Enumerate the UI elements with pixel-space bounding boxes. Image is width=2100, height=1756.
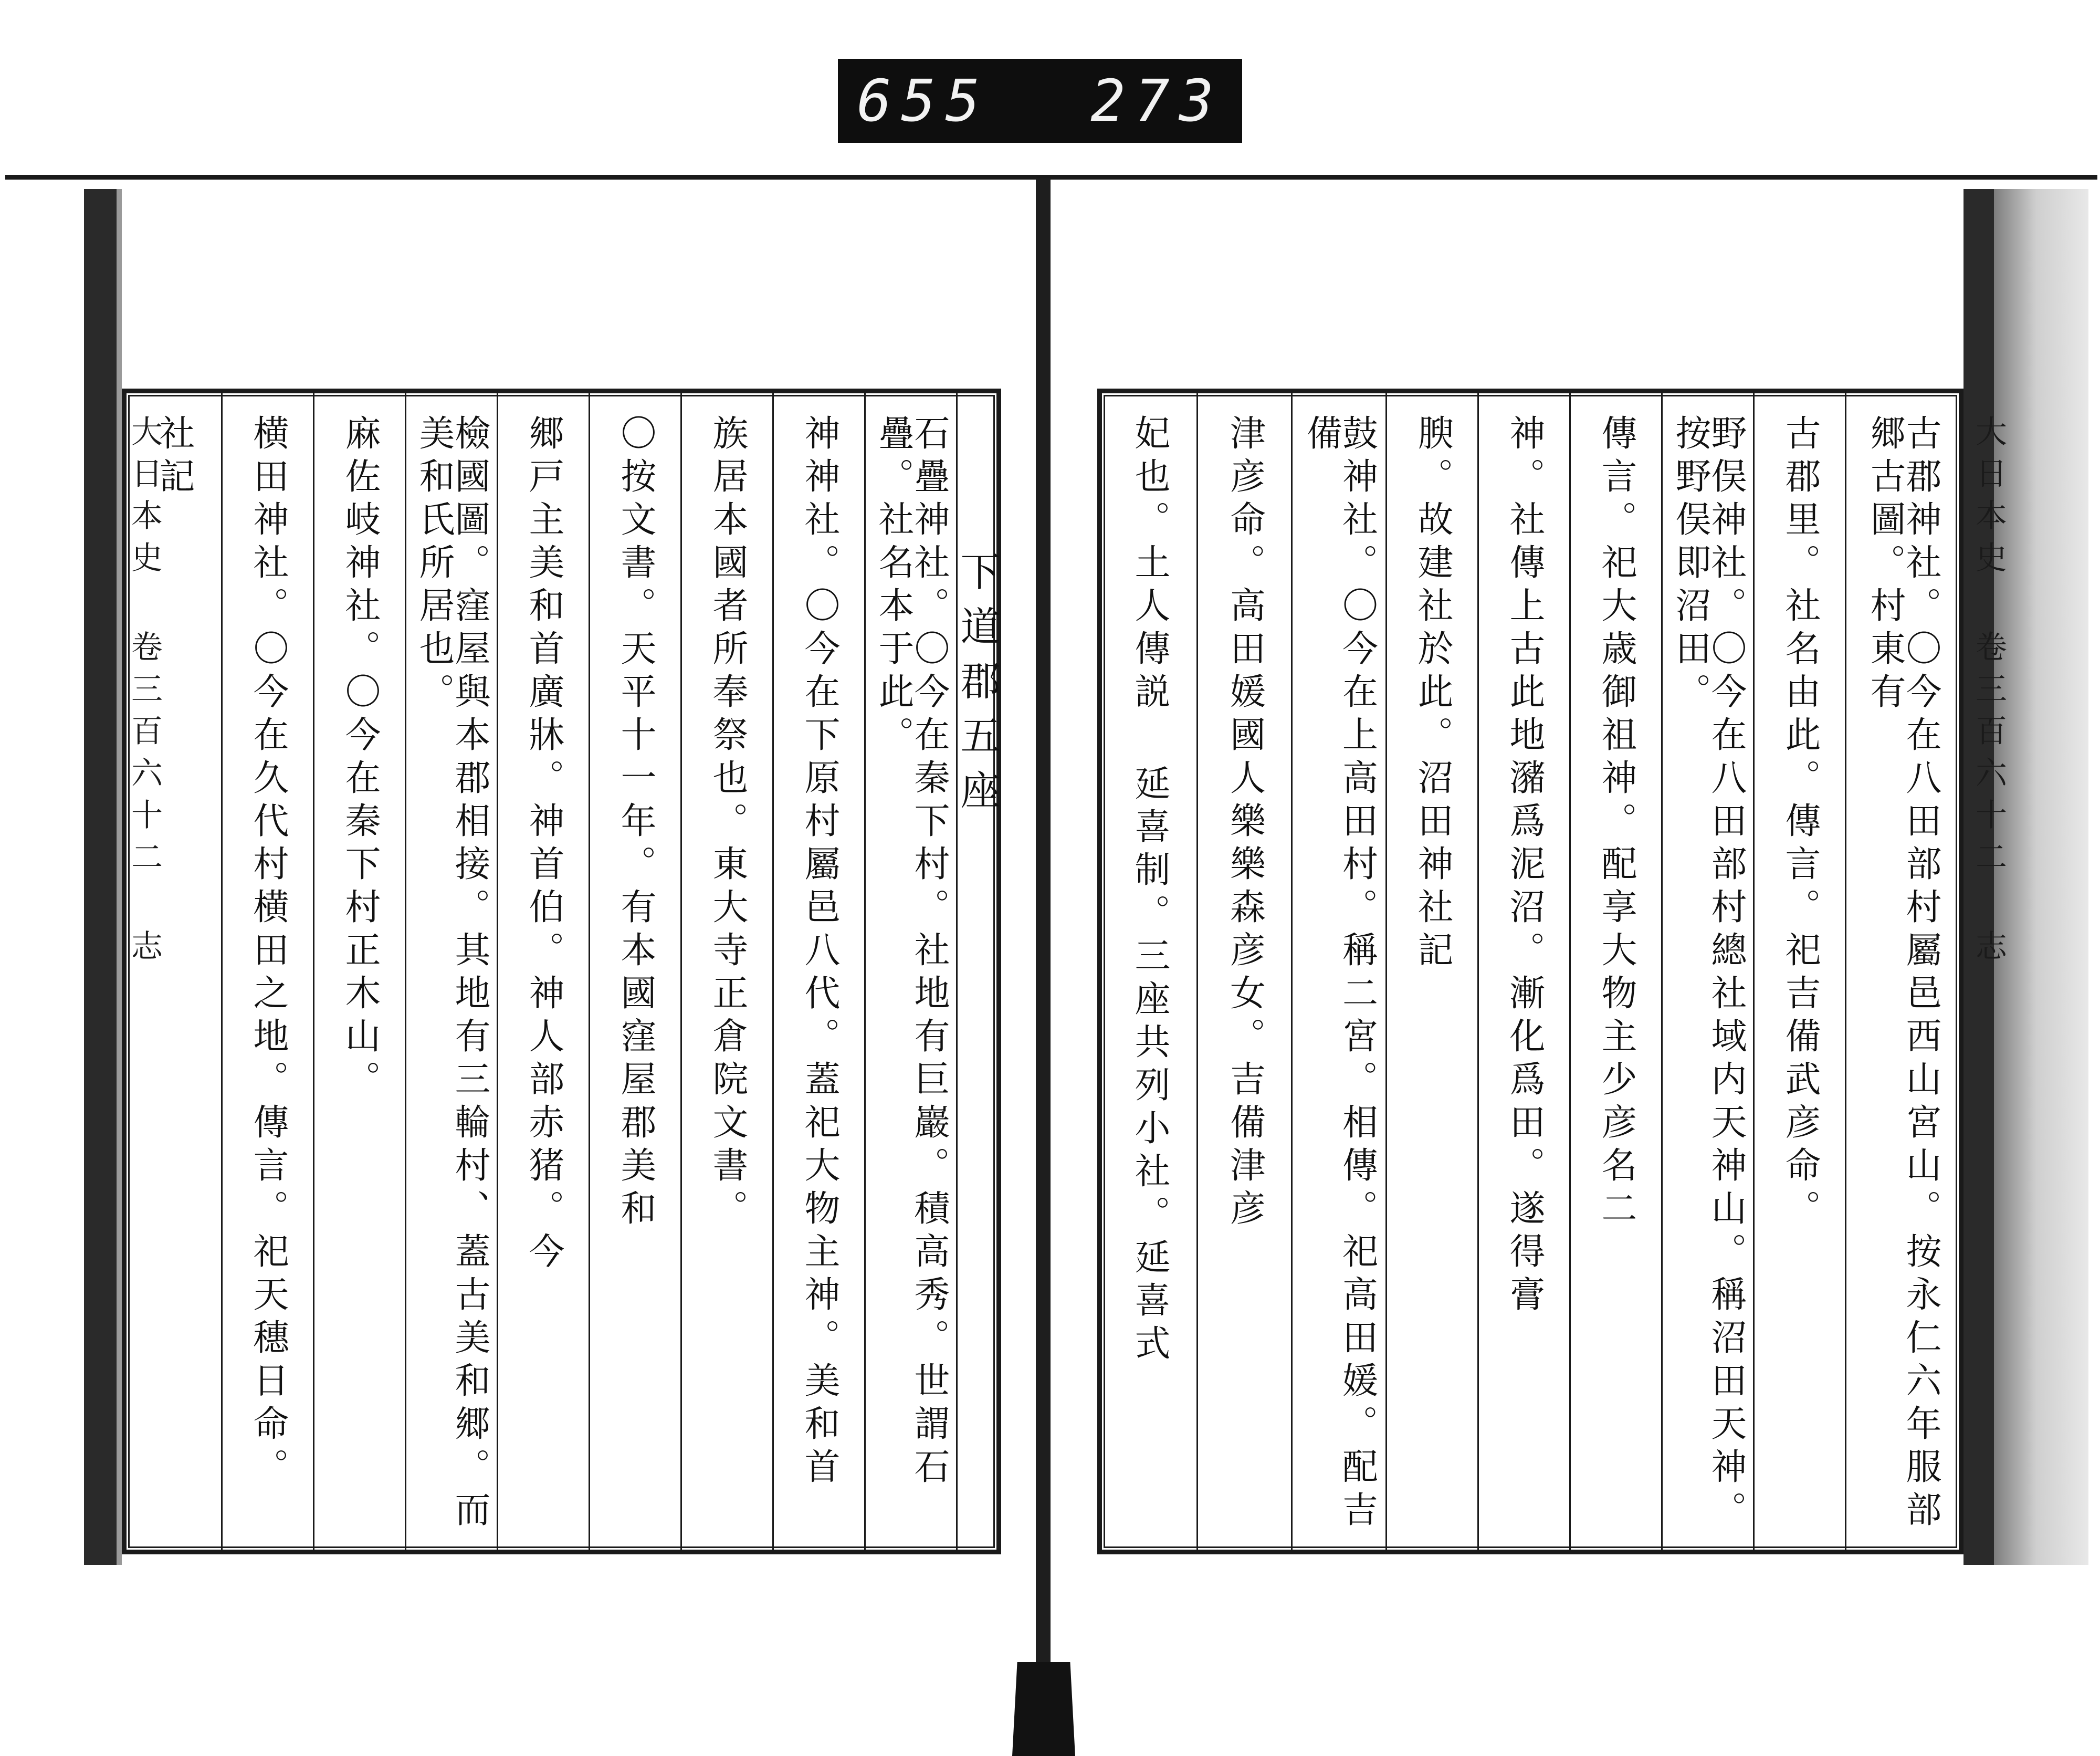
column-text: 傳言。祀大歳御祖神。配享大物主少彦名二 (1595, 414, 1637, 1232)
text-column (1753, 393, 1845, 1550)
left-page-edge-shadow (117, 189, 122, 1565)
column-text: 古郡里。社名由此。傳言。祀吉備武彦命。 (1779, 414, 1821, 1232)
book-spine (1036, 179, 1051, 1670)
column-text: 族居本國者所奉祭也。東大寺正倉院文書。 (707, 414, 748, 1232)
text-column (405, 393, 497, 1550)
text-column (680, 393, 772, 1550)
text-column (313, 393, 405, 1550)
catalog-number-right: 273 (1090, 67, 1223, 134)
column-text: 神。社傳上古此地瀦爲泥沼。漸化爲田。遂得膏 (1504, 414, 1545, 1319)
column-text: 石疊神社。〇今在秦下村。社地有巨巖。積高秀。世謂石疊。社名本于此。 (873, 414, 950, 1491)
text-column (127, 393, 221, 1550)
column-text: 檢國圖。窪屋與本郡相接。其地有三輪村、蓋古美和郷。而美和氏所居也。 (413, 414, 490, 1534)
column-text: 妃也。土人傳説 延喜制。三座共列小社。延喜式 (1129, 414, 1170, 1367)
column-text: 鼓神社。〇今在上高田村。稱二宮。相傳。祀高田媛。配吉備 (1300, 414, 1378, 1534)
text-column (1102, 393, 1196, 1550)
text-column (1385, 393, 1477, 1550)
text-column (1661, 393, 1753, 1550)
text-column (954, 393, 1001, 1550)
column-text: 郷戸主美和首廣牀。神首伯。神人部赤猪。今 (523, 414, 564, 1276)
scanner-rule (5, 175, 2097, 180)
section-heading: 下道郡五座 (954, 551, 1001, 824)
catalog-number-label (838, 59, 1242, 143)
left-page-edge (84, 189, 117, 1565)
column-text: 神神社。〇今在下原村屬邑八代。蓋祀大物主神。美和首 (799, 414, 840, 1491)
text-column (589, 393, 680, 1550)
column-text: 麻佐岐神社。〇今在秦下村正木山。 (339, 414, 381, 1103)
text-column (864, 393, 956, 1550)
text-column (497, 393, 589, 1550)
column-text: 腴。故建社於此。沼田神社記 (1412, 414, 1453, 974)
column-text: 横田神社。〇今在久代村横田之地。傳言。祀天穗日命。 (247, 414, 289, 1491)
column-text: 社記 (153, 414, 195, 500)
catalog-number-left: 655 (857, 67, 990, 134)
left-page-text-frame (122, 389, 1001, 1554)
column-text: 〇按文書。天平十一年。有本國窪屋郡美和 (615, 414, 656, 1232)
column-text: 野俣神社。〇今在八田部村總社域内天神山。稱沼田天神。按野俣即沼田。 (1670, 414, 1747, 1534)
text-column (1845, 393, 1959, 1550)
column-text: 古郡神社。〇今在八田部村屬邑西山宮山。按永仁六年服部郷古圖。村東有 (1864, 414, 1941, 1534)
text-column (772, 393, 864, 1550)
text-column (1291, 393, 1385, 1550)
text-column (1569, 393, 1661, 1550)
text-column (1477, 393, 1569, 1550)
column-text: 津彦命。高田媛國人樂樂森彦女。吉備津彦 (1224, 414, 1266, 1232)
text-column (1196, 393, 1291, 1550)
spine-base (1012, 1662, 1075, 1756)
text-column (221, 393, 313, 1550)
right-page-text-frame (1097, 389, 1964, 1554)
left-spine-title: 大日本史 卷三百六十二 志 (126, 415, 163, 971)
right-spine-title: 大日本史 卷三百六十二 志 (1970, 415, 2007, 971)
